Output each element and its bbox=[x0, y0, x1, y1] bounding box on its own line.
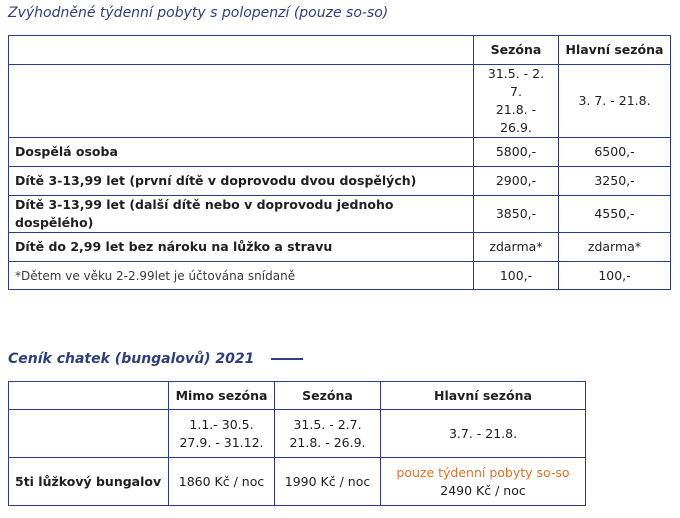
main-season-dates: 3.7. - 21.8. bbox=[381, 410, 586, 458]
season-price: 100,- bbox=[474, 262, 559, 290]
season-dates: 31.5. - 2.7. 21.8. - 26.9. bbox=[275, 410, 381, 458]
row-label: 5ti lůžkový bungalov bbox=[9, 458, 169, 506]
dates-row bbox=[9, 65, 671, 138]
season-price: 5800,- bbox=[474, 138, 559, 167]
header-season: Sezóna bbox=[275, 382, 381, 410]
dates-label-empty bbox=[9, 410, 169, 458]
dates-label-empty bbox=[9, 65, 474, 138]
main-season-price-cell bbox=[381, 458, 586, 506]
title-underline-rule bbox=[271, 358, 303, 360]
table-row bbox=[9, 196, 671, 233]
row-label: Dítě do 2,99 let bez nároku na lůžko a stravu bbox=[9, 233, 474, 262]
header-season: Sezóna bbox=[474, 36, 559, 65]
off-season-price: 1860 Kč / noc bbox=[169, 458, 275, 506]
table-row bbox=[9, 167, 671, 196]
table-row bbox=[9, 233, 671, 262]
main-season-price: 3250,- bbox=[559, 167, 671, 196]
note-row bbox=[9, 262, 671, 290]
bungalow-price-table bbox=[8, 381, 586, 506]
header-main-season: Hlavní sezóna bbox=[381, 382, 586, 410]
season-price: zdarma* bbox=[474, 233, 559, 262]
main-season-price: 2490 Kč / noc bbox=[440, 482, 526, 498]
row-label: Dítě 3-13,99 let (první dítě v doprovodu dvou dospělých) bbox=[9, 167, 474, 196]
header-main-season: Hlavní sezóna bbox=[559, 36, 671, 65]
main-season-price: zdarma* bbox=[559, 233, 671, 262]
header-cell-empty bbox=[9, 382, 169, 410]
weekly-stay-price-table bbox=[8, 35, 671, 290]
table-row bbox=[9, 138, 671, 167]
row-label: Dospělá osoba bbox=[9, 138, 474, 167]
table-row bbox=[9, 458, 586, 506]
main-season-price: 6500,- bbox=[559, 138, 671, 167]
row-label: Dítě 3-13,99 let (další dítě nebo v doprovodu jednoho dospělého) bbox=[9, 196, 474, 233]
header-off-season: Mimo sezóna bbox=[169, 382, 275, 410]
off-season-dates: 1.1.- 30.5. 27.9. - 31.12. bbox=[169, 410, 275, 458]
main-season-dates: 3. 7. - 21.8. bbox=[559, 65, 671, 138]
season-price: 1990 Kč / noc bbox=[275, 458, 381, 506]
table2-title: Ceník chatek (bungalovů) 2021 bbox=[8, 351, 255, 367]
dates-row bbox=[9, 410, 586, 458]
main-season-price: 100,- bbox=[559, 262, 671, 290]
main-season-price: 4550,- bbox=[559, 196, 671, 233]
table-header-row bbox=[9, 382, 586, 410]
table1-title: Zvýhodněné týdenní pobyty s polopenzí (pouze so-so) bbox=[8, 5, 389, 21]
season-price: 2900,- bbox=[474, 167, 559, 196]
season-price: 3850,- bbox=[474, 196, 559, 233]
note-label: *Dětem ve věku 2-2.99let je účtována snídaně bbox=[9, 262, 474, 290]
season-dates: 31.5. - 2. 7. 21.8. - 26.9. bbox=[474, 65, 559, 138]
weekly-stay-note: pouze týdenní pobyty so-so bbox=[396, 464, 570, 480]
table-header-row bbox=[9, 36, 671, 65]
header-cell-empty bbox=[9, 36, 474, 65]
